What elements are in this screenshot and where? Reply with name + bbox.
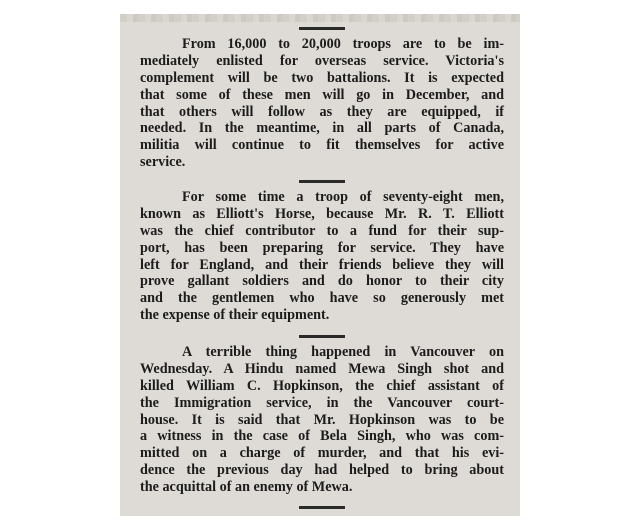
text-line: was the chief contributor to a fund for their sup- [140,222,504,239]
text-line: that some of these men will go in December, and [140,86,504,103]
paragraph-elliotts-horse [140,189,504,324]
torn-edge [120,14,520,22]
text-line: house. It is said that Mr. Hopkinson was to be [140,411,504,428]
text-line: needed. In the meantime, in all parts of Canada, [140,120,504,137]
text-line: From 16,000 to 20,000 troops are to be im- [182,36,504,52]
text-line: the Immigration service, in the Vancouver court- [140,394,504,411]
paragraph-vancouver [140,344,504,496]
separator-rule [299,335,345,338]
text-line: known as Elliott's Horse, because Mr. R. T. Elliott [140,205,504,222]
text-line: prove gallant soldiers and do honor to their city [140,273,504,290]
text-line: A terrible thing happened in Vancouver on [182,344,504,360]
separator-rule [299,180,345,183]
text-line: a witness in the case of Bela Singh, who was com- [140,428,504,445]
text-line: Wednesday. A Hindu named Mewa Singh shot and [140,360,504,377]
paragraph-troops [140,36,504,171]
text-line: and the gentlemen who have so generously met [140,290,504,307]
text-line: port, has been preparing for service. They have [140,239,504,256]
text-line: mediately enlisted for overseas service. Victoria's [140,52,504,69]
text-line: the expense of their equipment. [140,307,330,324]
separator-rule [299,506,345,509]
text-line: the acquittal of an enemy of Mewa. [140,479,353,496]
text-line: service. [140,154,186,171]
text-line: dence the previous day had helped to bring about [140,462,504,479]
text-line: complement will be two battalions. It is expected [140,69,504,86]
text-line: militia will continue to fit themselves for active [140,137,504,154]
text-line: killed William C. Hopkinson, the chief assistant of [140,377,504,394]
newspaper-clipping [120,14,520,516]
text-line: that others will follow as they are equipped, if [140,103,504,120]
text-line: mitted on a charge of murder, and that his evi- [140,445,504,462]
text-line: left for England, and their friends believe they will [140,256,504,273]
separator-rule [299,27,345,30]
text-line: For some time a troop of seventy-eight men, [182,189,504,205]
